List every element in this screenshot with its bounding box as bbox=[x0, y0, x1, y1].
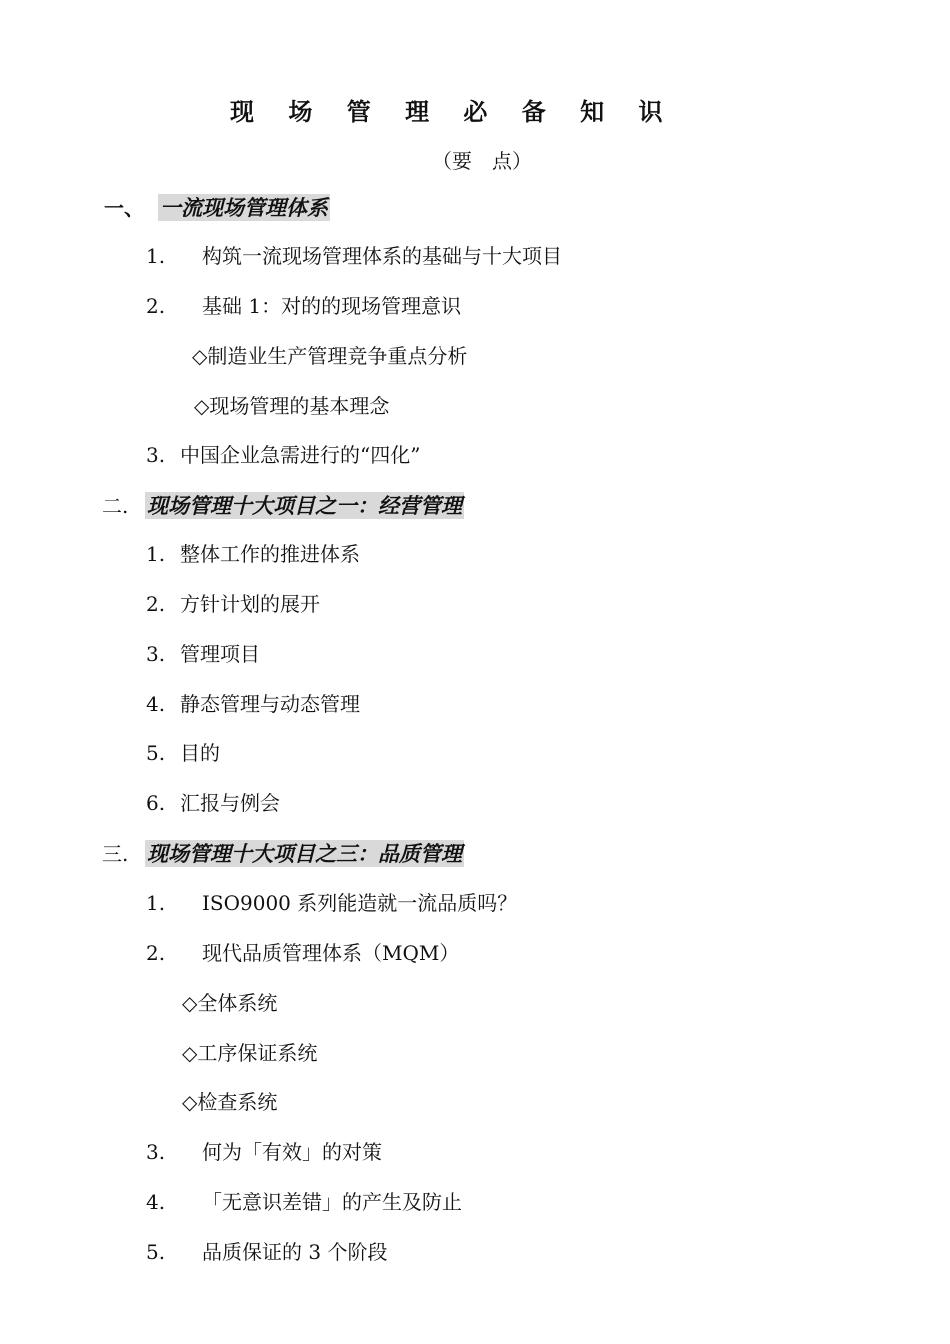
list-item-number: 1. bbox=[146, 891, 166, 915]
list-item-number: 4. bbox=[146, 692, 166, 716]
list-item-text: 方针计划的展开 bbox=[180, 592, 320, 616]
list-item bbox=[146, 691, 360, 717]
list-item-text: 目的 bbox=[180, 741, 220, 765]
list-item-number: 2. bbox=[146, 294, 166, 318]
list-item-number: 2. bbox=[146, 592, 166, 616]
list-item-text: 何为「有效」的对策 bbox=[202, 1140, 382, 1164]
list-item-text: 管理项目 bbox=[180, 642, 260, 666]
section-1-title: 一流现场管理体系 bbox=[160, 195, 328, 220]
list-item bbox=[146, 1139, 382, 1165]
list-item-text: 中国企业急需进行的“四化” bbox=[180, 443, 421, 467]
section-2-number: 二. bbox=[102, 494, 129, 518]
list-item bbox=[146, 740, 220, 766]
list-item bbox=[146, 641, 260, 667]
list-item-number: 6. bbox=[146, 791, 166, 815]
list-item bbox=[182, 1089, 277, 1115]
list-item bbox=[146, 1239, 387, 1265]
list-item-text: 基础 1：对的的现场管理意识 bbox=[202, 294, 462, 318]
list-item bbox=[146, 940, 459, 966]
list-item-text: ◇检查系统 bbox=[182, 1090, 278, 1114]
list-item-text: ◇全体系统 bbox=[182, 991, 278, 1015]
list-item-text: 构筑一流现场管理体系的基础与十大项目 bbox=[202, 244, 562, 268]
document-title: 现 场 管 理 必 备 知 识 bbox=[230, 97, 676, 126]
section-3-number: 三. bbox=[102, 842, 129, 866]
list-item-text: 现代品质管理体系（MQM） bbox=[202, 941, 460, 965]
list-item bbox=[194, 393, 389, 419]
document-subtitle: （要 点） bbox=[432, 149, 532, 173]
list-item bbox=[182, 990, 277, 1016]
list-item-text: 汇报与例会 bbox=[180, 791, 280, 815]
list-item bbox=[146, 790, 280, 816]
list-item-text: 「无意识差错」的产生及防止 bbox=[202, 1190, 462, 1214]
list-item-text: 静态管理与动态管理 bbox=[180, 692, 360, 716]
list-item-number: 1. bbox=[146, 542, 166, 566]
list-item bbox=[182, 1040, 317, 1066]
list-item-text: ISO9000 系列能造就一流品质吗？ bbox=[202, 891, 518, 915]
list-item-text: ◇工序保证系统 bbox=[182, 1041, 318, 1065]
list-item bbox=[146, 541, 360, 567]
list-item-text: ◇现场管理的基本理念 bbox=[194, 394, 390, 418]
list-item bbox=[146, 890, 517, 916]
list-item-text: 整体工作的推进体系 bbox=[180, 542, 360, 566]
section-3-title: 现场管理十大项目之三：品质管理 bbox=[147, 841, 462, 866]
list-item-number: 3. bbox=[146, 642, 166, 666]
list-item-text: ◇制造业生产管理竞争重点分析 bbox=[192, 344, 468, 368]
list-item bbox=[146, 243, 562, 269]
list-item-text: 品质保证的 3 个阶段 bbox=[202, 1240, 388, 1264]
list-item-number: 5. bbox=[146, 1240, 166, 1264]
section-1-number: 一、 bbox=[104, 196, 144, 220]
list-item-number: 1. bbox=[146, 244, 166, 268]
list-item bbox=[146, 591, 320, 617]
section-2-title: 现场管理十大项目之一：经营管理 bbox=[147, 493, 462, 518]
list-item bbox=[146, 1189, 462, 1215]
list-item bbox=[192, 343, 467, 369]
list-item-number: 3. bbox=[146, 1140, 166, 1164]
list-item bbox=[146, 442, 420, 468]
list-item bbox=[146, 293, 461, 319]
list-item-number: 2. bbox=[146, 941, 166, 965]
list-item-number: 5. bbox=[146, 741, 166, 765]
list-item-number: 4. bbox=[146, 1190, 166, 1214]
list-item-number: 3. bbox=[146, 443, 166, 467]
